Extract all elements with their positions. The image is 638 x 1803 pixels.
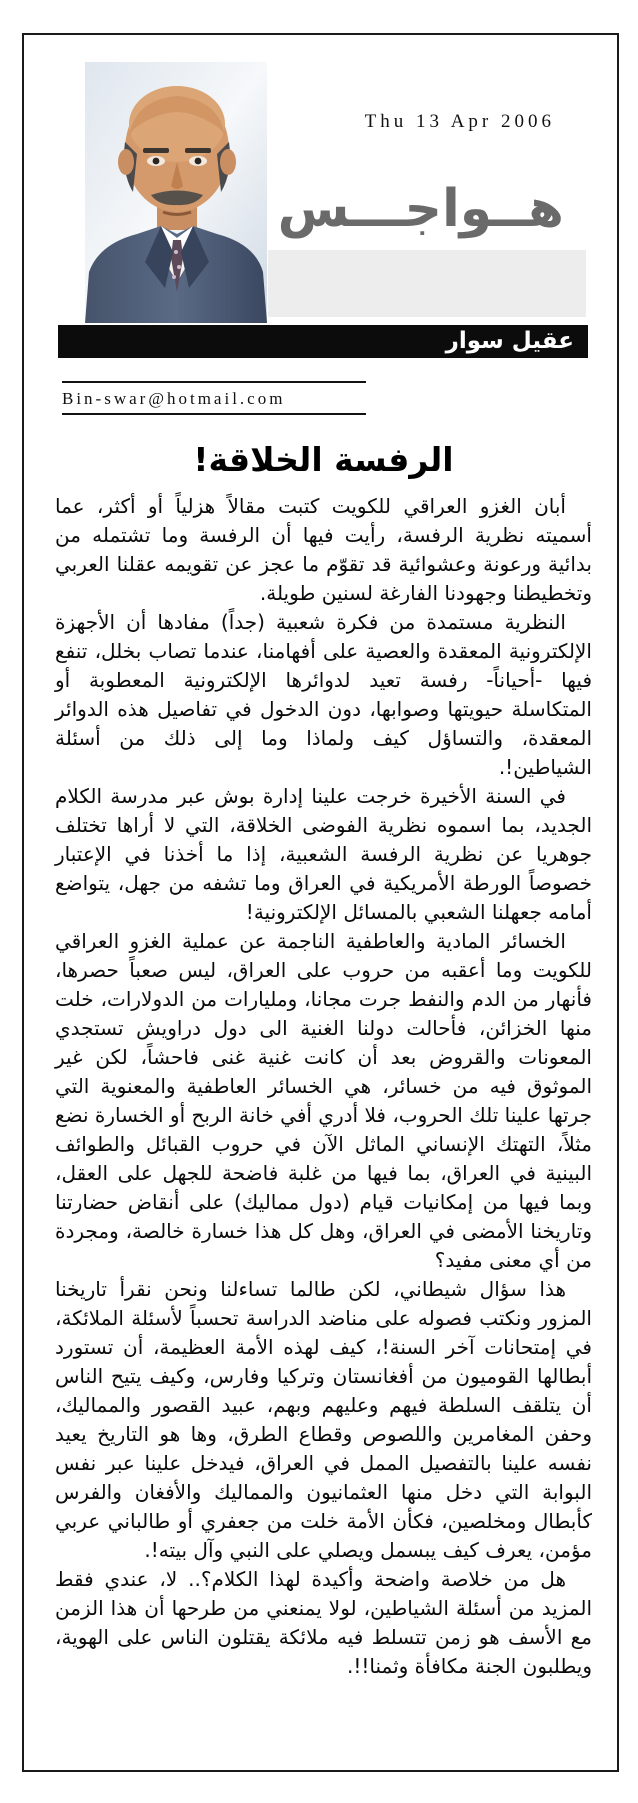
- column-title: هــواجـــس: [277, 179, 564, 239]
- page-frame: [22, 33, 619, 1772]
- article-paragraph: الخسائر المادية والعاطفية الناجمة عن عملية الغزو العراقي للكويت وما أعقبه من حروب على العراق، ليس صعباً حصرها، فأنهار من الدم والنفط جرت مجانا، ومليارات من الدولارات، خلت منها الخزائن، فأحالت دولنا الغنية الى دول دراويش تستجدي المعونات والقروض بعد أن كانت غنية غنى فاحشاً، لكن غير الموثوق فيه من خسائر، هي الخسائر العاطفية والمعنوية التي جرتها علينا تلك الحروب، فلا أدري أفي خانة الربح أو الخسارة نضع مثلاً، التهتك الإنساني الماثل الآن في حروب القبائل والطوائف البينية في العراق، بما فيها من غلبة فاضحة للجهل على العقل، وبما فيها من إمكانيات قيام (دول مماليك) على أنقاض حضارتنا وتاريخنا الأمضى في العراق، وهل كل هذا خسارة خالصة، ومجردة من أي معنى مفيد؟: [55, 929, 592, 1272]
- article-paragraph: هذا سؤال شيطاني، لكن طالما تساءلنا ونحن نقرأ تاريخنا المزور ونكتب فصوله على مناضد الدراسة تحسباً لأسئلة الملائكة، في إمتحانات آخر السنة!، كيف لهذه الأمة العظيمة، أن تستورد أبطالها القوميون من أفغانستان وتركيا وفارس، وكيف يتيح الناس أن يتلقف السلطة فيهم وعليهم وبهم، عبيد القصور والمماليك، وحفن المغامرين واللصوص وقطاع الطرق، وها هو التاريخ يعيد نفسه علينا بالتفصيل الممل في العراق، فيدخل علينا عبر نفس البوابة التي دخل منها العثمانيون والمماليك والأفغان والفرس كأبطال ومخلصين، فكأن الأمة خلت من جعفري أو طالباني عربي مؤمن، يعرف كيف يبسمل ويصلي على النبي وآل بيته!.: [55, 1277, 592, 1562]
- author-name: عقيل سوار: [445, 328, 574, 354]
- article-paragraph: هل من خلاصة واضحة وأكيدة لهذا الكلام؟.. لا، عندي فقط المزيد من أسئلة الشياطين، لولا يمنعني من طرحها أن هذا الزمن مع الأسف هو زمن تتسلط فيه ملائكة يقتلون الناس على الهوية، ويطلبون الجنة مكافأة وثمنا!!.: [55, 1567, 592, 1678]
- article-paragraph: أبان الغزو العراقي للكويت كتبت مقالاً هزلياً أو أكثر، عما أسميته نظرية الرفسة، رأيت فيها أن الرفسة وما تشتمله من بدائية ورعونة وعشوائية قد تقوّم ما عجز عن تقويمه عقلنا العربي وتخطيطنا وجهودنا الفارغة لسنين طويلة.: [55, 494, 592, 605]
- author-name-bar: [58, 325, 588, 358]
- article-body: [55, 440, 592, 1681]
- author-photo: [85, 62, 267, 323]
- article-title: الرفسة الخلاقة!: [193, 440, 454, 479]
- gray-band: [268, 250, 586, 317]
- email-link[interactable]: Bin-swar@hotmail.com: [62, 389, 286, 408]
- article-paragraph: النظرية مستمدة من فكرة شعبية (جداً) مفادها أن الأجهزة الإلكترونية المعقدة والعصية على أفهامنا، عندما تصاب بخلل، تنفع فيها -أحياناً- رفسة تعيد لدوائرها الإلكترونية المعطوبة أو المتكاسلة حيويتها وصوابها، دون الدخول في تفاصيل هذه الدوائر المعقدة، والتساؤل كيف ولماذا وما إلى ذلك من أسئلة الشياطين!.: [55, 610, 592, 779]
- email-block: [62, 381, 366, 415]
- article-paragraph: في السنة الأخيرة خرجت علينا إدارة بوش عبر مدرسة الكلام الجديد، بما اسموه نظرية الفوضى الخلاقة، التي لا أراها تختلف جوهريا عن نظرية الرفسة الشعبية، إذا ما أخذنا في الإعتبار خصوصاً الورطة الأمريكية في العراق وما تشفه من جهل، يتواضع أمامه جعهلنا الشعبي بالمسائل الإلكترونية!: [55, 784, 592, 924]
- issue-date: Thu 13 Apr 2006: [364, 111, 555, 132]
